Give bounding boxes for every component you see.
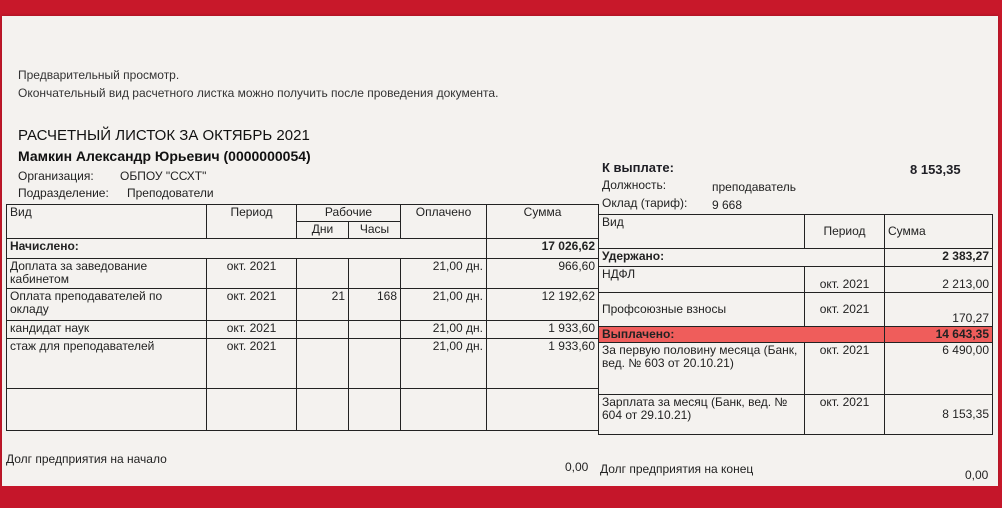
accrued-total: 17 026,62 — [487, 239, 599, 259]
row-vid: кандидат наук — [7, 321, 207, 339]
paid-section-row — [599, 327, 993, 343]
empty-cell — [487, 389, 599, 431]
row-vid: стаж для преподавателей — [7, 339, 207, 389]
row-hours: 168 — [349, 289, 401, 321]
debt-end-value: 0,00 — [965, 468, 989, 482]
empty-cell — [207, 389, 297, 431]
row-sum: 8 153,35 — [885, 395, 993, 435]
dept-value: Преподователи — [127, 186, 214, 200]
employee-name: Мамкин Александр Юрьевич (0000000054) — [18, 148, 311, 164]
debt-end-label: Долг предприятия на конец — [600, 462, 754, 476]
pay-label: К выплате: — [602, 160, 674, 175]
row-vid: За первую половину месяца (Банк, вед. № 603 от 20.10.21) — [599, 343, 805, 395]
row-sum: 2 213,00 — [885, 267, 993, 293]
table-row — [7, 339, 599, 389]
row-vid: Зарплата за месяц (Банк, вед. № 604 от 29.10.21) — [599, 395, 805, 435]
table-row — [7, 259, 599, 289]
row-vid: Профсоюзные взносы — [599, 293, 805, 327]
header-hours: Часы — [349, 222, 401, 239]
row-hours — [349, 339, 401, 389]
dept-label: Подразделение: — [18, 186, 109, 200]
header-sum: Сумма — [885, 215, 993, 249]
row-days — [297, 259, 349, 289]
row-period: окт. 2021 — [207, 321, 297, 339]
row-paid: 21,00 дн. — [401, 259, 487, 289]
withheld-total: 2 383,27 — [885, 249, 993, 267]
table-row — [599, 267, 993, 293]
row-hours — [349, 321, 401, 339]
position-label: Должность: — [602, 178, 667, 192]
org-value: ОБПОУ "ССХТ" — [120, 169, 207, 183]
row-period: окт. 2021 — [805, 343, 885, 395]
row-sum: 12 192,62 — [487, 289, 599, 321]
header-sum: Сумма — [487, 205, 599, 239]
row-vid: Оплата преподавателей по окладу — [7, 289, 207, 321]
header-days: Дни — [297, 222, 349, 239]
preview-note: Окончательный вид расчетного листка можно получить после проведения документа. — [18, 86, 499, 100]
row-sum: 966,60 — [487, 259, 599, 289]
row-hours — [349, 259, 401, 289]
row-sum: 6 490,00 — [885, 343, 993, 395]
table-row — [599, 343, 993, 395]
row-paid: 21,00 дн. — [401, 339, 487, 389]
empty-cell — [7, 389, 207, 431]
accruals-table — [6, 204, 599, 431]
row-period: окт. 2021 — [805, 395, 885, 435]
payslip-title: РАСЧЕТНЫЙ ЛИСТОК ЗА ОКТЯБРЬ 2021 — [18, 127, 310, 144]
background-surface — [0, 486, 1002, 508]
table-row — [599, 293, 993, 327]
row-period: окт. 2021 — [805, 293, 885, 327]
pay-value: 8 153,35 — [910, 162, 961, 177]
table-row — [7, 321, 599, 339]
deductions-table — [598, 214, 993, 435]
accrued-section-label: Начислено: — [7, 239, 487, 259]
row-days — [297, 321, 349, 339]
row-period: окт. 2021 — [207, 259, 297, 289]
org-label: Организация: — [18, 169, 94, 183]
empty-cell — [297, 389, 349, 431]
row-period: окт. 2021 — [207, 289, 297, 321]
debt-start-label: Долг предприятия на начало — [6, 452, 167, 466]
header-period: Период — [207, 205, 297, 239]
salary-value: 9 668 — [712, 198, 743, 212]
debt-start-value: 0,00 — [565, 460, 589, 474]
row-vid: НДФЛ — [599, 267, 805, 293]
row-days — [297, 339, 349, 389]
row-days: 21 — [297, 289, 349, 321]
row-period: окт. 2021 — [805, 267, 885, 293]
row-sum: 170,27 — [885, 293, 993, 327]
header-vid: Вид — [7, 205, 207, 239]
empty-cell — [349, 389, 401, 431]
table-row — [7, 289, 599, 321]
preview-notice: Предварительный просмотр. — [18, 68, 180, 82]
header-period: Период — [805, 215, 885, 249]
paid-total: 14 643,35 — [885, 327, 993, 343]
header-paid: Оплачено — [401, 205, 487, 239]
table-row — [599, 395, 993, 435]
salary-label: Оклад (тариф): — [602, 196, 688, 210]
position-value: преподаватель — [712, 180, 796, 194]
row-sum: 1 933,60 — [487, 339, 599, 389]
empty-cell — [401, 389, 487, 431]
row-vid: Доплата за заведование кабинетом — [7, 259, 207, 289]
row-period: окт. 2021 — [207, 339, 297, 389]
header-work: Рабочие — [297, 205, 401, 222]
withheld-section-label: Удержано: — [599, 249, 885, 267]
row-paid: 21,00 дн. — [401, 321, 487, 339]
row-sum: 1 933,60 — [487, 321, 599, 339]
header-vid: Вид — [599, 215, 805, 249]
table-row-empty — [7, 389, 599, 431]
paid-section-label: Выплачено: — [599, 327, 885, 343]
row-paid: 21,00 дн. — [401, 289, 487, 321]
